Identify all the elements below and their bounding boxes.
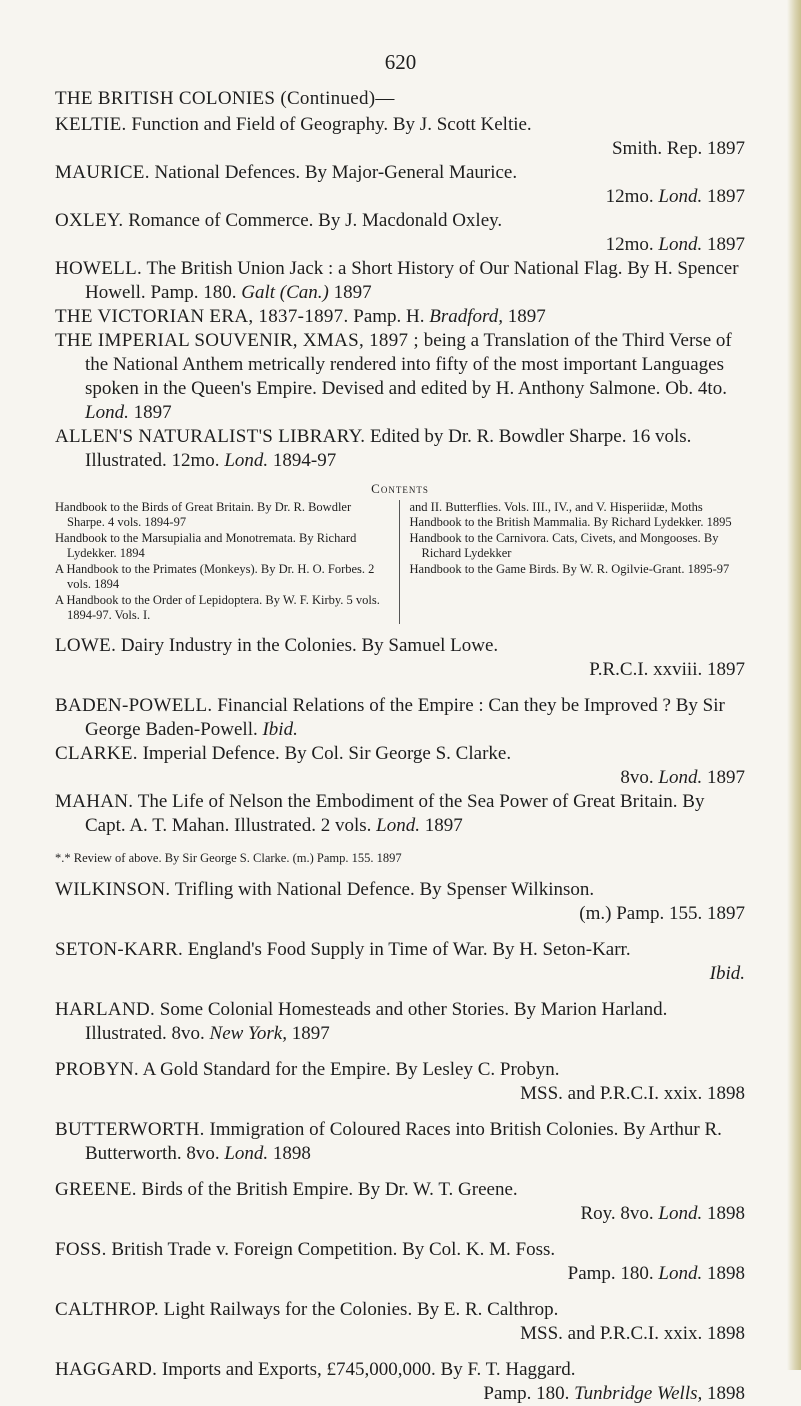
entry-victorian-era: THE VICTORIAN ERA, 1837-1897. Pamp. H. Bradford, 1897 xyxy=(55,306,546,327)
page-edge-shadow xyxy=(787,0,801,1370)
contents-item: A Handbook to the Primates (Monkeys). By Dr. H. O. Forbes. 2 vols. 1894 xyxy=(55,561,375,591)
entry-foss: FOSS. British Trade v. Foreign Competition. By Col. K. M. Foss. Pamp. 180. Lond. 1898 xyxy=(55,1238,745,1284)
entry-imperial-souvenir: THE IMPERIAL SOUVENIR, XMAS, 1897 ; being a Translation of the Third Verse of the National Anthem metrically rendered into fifty of the most important Languages spoken in the Queen's Empire. Devised and edited by H. Anthony Salmone. Ob. 4to. Lond. 1897 xyxy=(55,330,732,423)
entry-mahan: MAHAN. The Life of Nelson the Embodiment of the Sea Power of Great Britain. By Capt. A. T. Mahan. Illustrated. 2 vols. Lond. 1897 xyxy=(55,790,705,836)
contents-item: Handbook to the Birds of Great Britain. By Dr. R. Bowdler Sharpe. 4 vols. 1894-97 xyxy=(55,499,352,529)
entry-clarke: CLARKE. Imperial Defence. By Col. Sir George S. Clarke. 8vo. Lond. 1897 xyxy=(55,742,745,788)
entry-probyn: PROBYN. A Gold Standard for the Empire. By Lesley C. Probyn. MSS. and P.R.C.I. xxix. 1898 xyxy=(55,1058,745,1104)
contents-item: Handbook to the Game Birds. By W. R. Ogilvie-Grant. 1895-97 xyxy=(409,561,730,576)
contents-item: Handbook to the British Mammalia. By Richard Lydekker. 1895 xyxy=(409,515,732,529)
entry-maurice: MAURICE. National Defences. By Major-General Maurice. 12mo. Lond. 1897 xyxy=(55,162,745,207)
entry-lowe: LOWE. Dairy Industry in the Colonies. By Samuel Lowe. P.R.C.I. xxviii. 1897 xyxy=(55,634,745,680)
entry-haggard: HAGGARD. Imports and Exports, £745,000,000. By F. T. Haggard. Pamp. 180. Tunbridge Wells, 1898 xyxy=(55,1358,745,1404)
contents-title: Contents xyxy=(371,481,429,496)
entry-allens-library: ALLEN'S NATURALIST'S LIBRARY. Edited by Dr. R. Bowdler Sharpe. 16 vols. Illustrated. 12mo. Lond. 1894-97 xyxy=(55,426,692,471)
bibliography-list xyxy=(55,113,745,1406)
contents-item: Handbook to the Carnivora. Cats, Civets, and Mongooses. By Richard Lydekker xyxy=(409,530,719,560)
contents-item: and II. Butterflies. Vols. III., IV., and V. Hisperiidæ, Moths xyxy=(409,499,703,514)
entry-wilkinson: WILKINSON. Trifling with National Defence. By Spenser Wilkinson. (m.) Pamp. 155. 1897 xyxy=(55,878,745,924)
entry-butterworth: BUTTERWORTH. Immigration of Coloured Races into British Colonies. By Arthur R. Butterworth. 8vo. Lond. 1898 xyxy=(55,1118,722,1164)
entry-seton-karr: SETON-KARR. England's Food Supply in Time of War. By H. Seton-Karr. Ibid. xyxy=(55,938,745,984)
entry-harland: HARLAND. Some Colonial Homesteads and other Stories. By Marion Harland. Illustrated. 8vo. New York, 1897 xyxy=(55,998,668,1044)
review-note: *.* Review of above. By Sir George S. Clarke. (m.) Pamp. 155. 1897 xyxy=(55,850,402,865)
contents-right-column xyxy=(400,500,746,624)
contents-item: A Handbook to the Order of Lepidoptera. By W. F. Kirby. 5 vols. 1894-97. Vols. I. xyxy=(55,592,380,622)
page-number: 620 xyxy=(384,50,417,74)
entry-baden-powell: BADEN-POWELL. Financial Relations of the Empire : Can they be Improved ? By Sir George Baden-Powell. Ibid. xyxy=(55,694,725,740)
section-heading: THE BRITISH COLONIES (Continued)— xyxy=(55,88,395,109)
contents-block xyxy=(55,481,745,624)
entry-calthrop: CALTHROP. Light Railways for the Colonies. By E. R. Calthrop. MSS. and P.R.C.I. xxix. 1898 xyxy=(55,1298,745,1344)
contents-left-column xyxy=(55,500,400,624)
contents-item: Handbook to the Marsupialia and Monotremata. By Richard Lydekker. 1894 xyxy=(55,530,357,560)
entry-greene: GREENE. Birds of the British Empire. By Dr. W. T. Greene. Roy. 8vo. Lond. 1898 xyxy=(55,1178,745,1224)
entry-keltie: KELTIE. Function and Field of Geography. By J. Scott Keltie. Smith. Rep. 1897 xyxy=(55,114,745,159)
entry-oxley: OXLEY. Romance of Commerce. By J. Macdonald Oxley. 12mo. Lond. 1897 xyxy=(55,210,745,255)
entry-howell: HOWELL. The British Union Jack : a Short History of Our National Flag. By H. Spencer Howell. Pamp. 180. Galt (Can.) 1897 xyxy=(55,258,739,303)
